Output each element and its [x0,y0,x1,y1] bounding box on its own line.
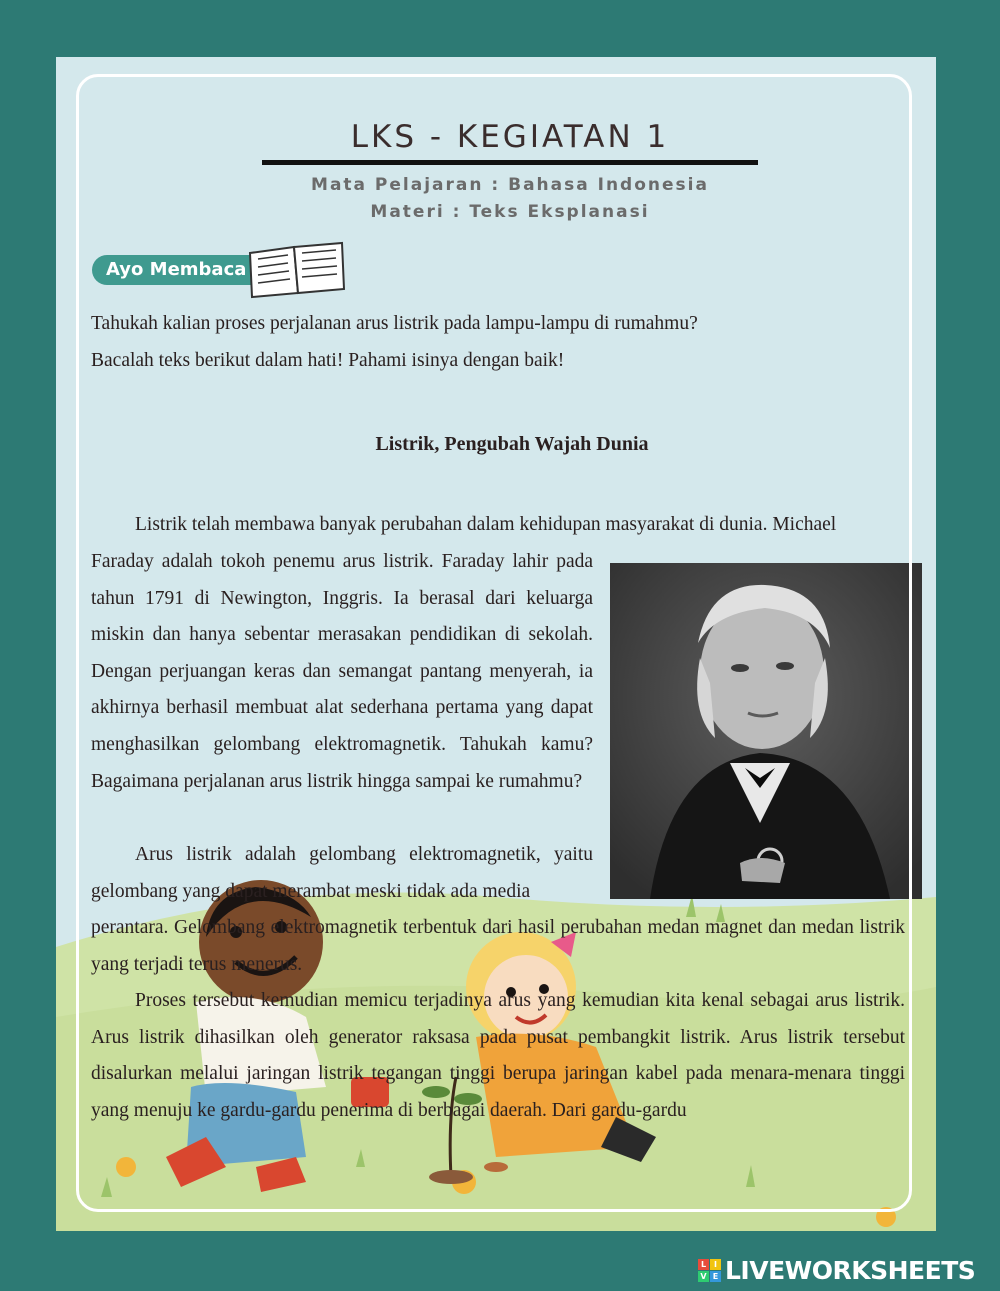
liveworksheets-logo [698,1256,975,1284]
worksheet-title: LKS - KEGIATAN 1 [350,119,670,155]
article-heading: Listrik, Pengubah Wajah Dunia [375,433,649,455]
logo-mark-icon: L I V E [698,1259,721,1282]
intro-instruction: Bacalah teks berikut dalam hati! Pahami isinya dengan baik! [91,350,565,371]
open-book-icon [244,239,350,299]
michael-faraday-portrait [610,563,922,899]
paragraph-1-first-line: Listrik telah membawa banyak perubahan dalam kehidupan masyarakat di dunia. Michael [135,514,837,535]
ayo-membaca-badge: Ayo Membaca [92,255,267,285]
paragraph-2-end: perantara. Gelombang elektromagnetik terbentuk dari hasil perubahan medan magnet dan medan listrik yang terjadi terus menerus. [91,917,905,975]
paragraph-3: Proses tersebut kemudian memicu terjadinya arus yang kemudian kita kenal sebagai arus listrik. Arus listrik dihasilkan oleh generator raksasa pada pusat pembangkit listrik. Arus listrik tersebut disalurkan melalui jaringan listrik tegangan tinggi berupa jaringan kabel pada menara-menara tinggi yang menuju ke gardu-gardu penerima di berbagai daerah. Dari gardu-gardu [91,990,905,1121]
paragraph-1-body: Faraday adalah tokoh penemu arus listrik. Faraday lahir pada tahun 1791 di Newington, Inggris. Ia berasal dari keluarga miskin dan hanya sebentar merasakan pendidikan di sekolah. Dengan perjuangan keras dan semangat pantang menyerah, ia akhirnya berhasil membuat alat sederhana pertama yang dapat menghasilkan gelombang elektromagnetik. Tahukah kamu? Bagaimana perjalanan arus listrik hingga sampai ke rumahmu? [91,551,593,792]
paragraph-2-start: Arus listrik adalah gelombang elektromagnetik, yaitu gelombang yang dapat merambat meski tidak ada media [91,844,593,902]
material-line: Materi : Teks Eksplanasi [370,202,650,222]
subject-line: Mata Pelajaran : Bahasa Indonesia [311,175,709,195]
title-underline [262,160,758,165]
worksheet-page [56,57,936,1231]
intro-question: Tahukah kalian proses perjalanan arus listrik pada lampu-lampu di rumahmu? [91,313,698,334]
logo-text: LIVEWORKSHEETS [725,1255,976,1285]
